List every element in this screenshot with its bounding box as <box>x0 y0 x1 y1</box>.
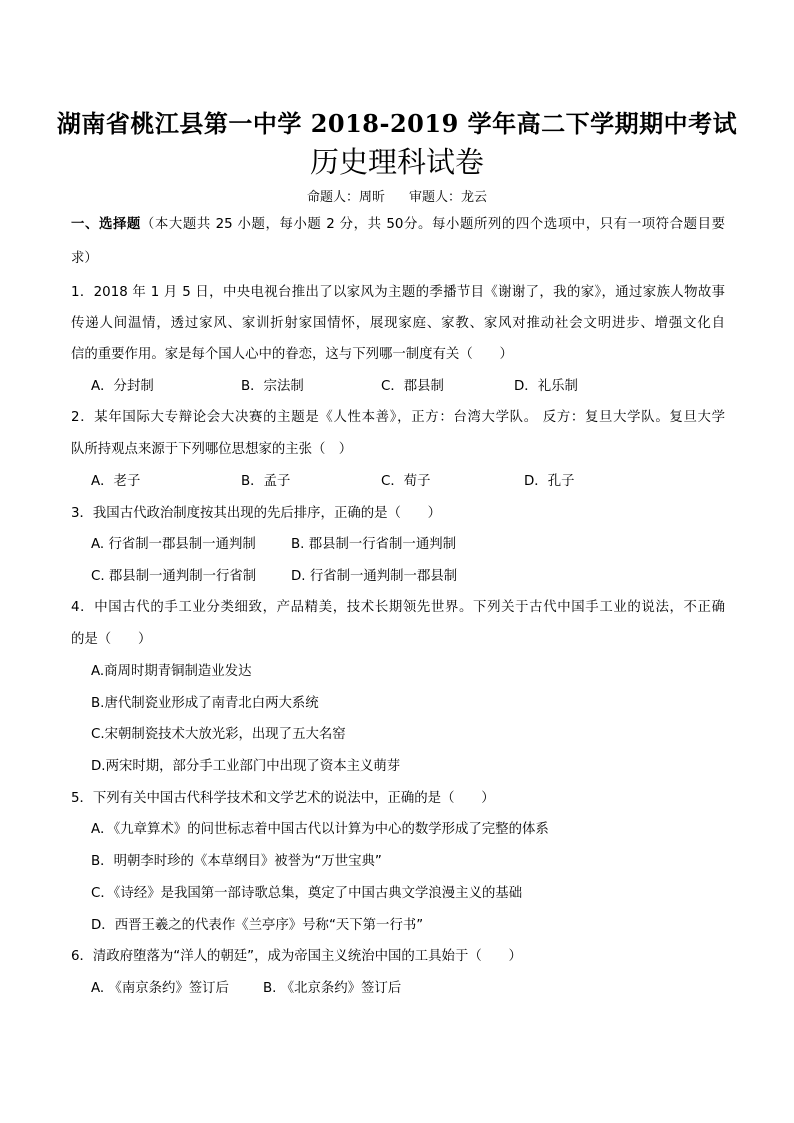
question-3-option-c: C. 郡县制一通判制一行省制 <box>91 569 257 584</box>
question-2-option-c: C．荀子 <box>381 474 431 489</box>
question-1-option-a: A．分封制 <box>91 379 154 394</box>
question-3-line1: 3．我国古代政治制度按其出现的先后排序，正确的是（ ） <box>71 506 442 521</box>
exam-title-line1: 湖南省桃江县第一中学 2018-2019 学年高二下学期期中考试 <box>56 109 738 138</box>
question-2-option-a: A．老子 <box>91 474 141 489</box>
section-intro-line1: 一、选择题（本大题共 25 小题，每小题 2 分，共 50分。每小题所列的四个选项中，只有一项符合题目要 <box>71 217 725 232</box>
question-4-option-d: D.两宋时期，部分手工业部门中出现了资本主义萌芽 <box>91 759 401 774</box>
question-5-option-d: D．西晋王羲之的代表作《兰亭序》号称“天下第一行书” <box>91 918 424 933</box>
question-5-option-c: C．《诗经》是我国第一部诗歌总集，奠定了中国古典文学浪漫主义的基础 <box>91 886 523 901</box>
author-label: 命题人：周昕 <box>306 190 385 205</box>
question-1-option-c: C．郡县制 <box>381 379 444 394</box>
question-4-option-c: C.宋朝制瓷技术大放光彩，出现了五大名窑 <box>91 727 346 742</box>
question-4-line1: 4．中国古代的手工业分类细致，产品精美，技术长期领先世界。下列关于古代中国手工业的说法，不正确 <box>71 600 725 615</box>
question-1-line1: 1．2018 年 1 月 5 日，中央电视台推出了以家风为主题的季播节目《谢谢了，我的家》，通过家族人物故事 <box>71 285 725 300</box>
question-2-option-d: D．孔子 <box>524 474 575 489</box>
question-6-line1: 6．清政府堕落为“洋人的朝廷”，成为帝国主义统治中国的工具始于（ ） <box>71 949 522 964</box>
question-3-option-b: B. 郡县制一行省制一通判制 <box>291 537 456 552</box>
question-2-line2: 队所持观点来源于下列哪位思想家的主张（ ） <box>71 442 353 457</box>
reviewer-label: 审题人：龙云 <box>409 190 488 205</box>
question-1-option-b: B．宗法制 <box>241 379 304 394</box>
question-3-option-d: D. 行省制一通判制一郡县制 <box>291 569 458 584</box>
question-3-option-a: A. 行省制一郡县制一通判制 <box>91 537 256 552</box>
question-1-line3: 信的重要作用。家是每个国人心中的眷恋，这与下列哪一制度有关（ ） <box>71 347 513 362</box>
question-6-option-a: A. 《南京条约》签订后 <box>91 981 229 996</box>
question-2-option-b: B．孟子 <box>241 474 291 489</box>
question-1-option-d: D．礼乐制 <box>514 379 578 394</box>
question-4-option-a: A.商周时期青铜制造业发达 <box>91 664 252 679</box>
question-5-option-b: B．明朝李时珍的《本草纲目》被誉为“万世宝典” <box>91 854 382 869</box>
question-4-line2: 的是（ ） <box>71 632 152 647</box>
question-6-option-b: B. 《北京条约》签订后 <box>263 981 402 996</box>
question-4-option-b: B.唐代制瓷业形成了南青北白两大系统 <box>91 696 319 711</box>
question-5-line1: 5．下列有关中国古代科学技术和文学艺术的说法中，正确的是（ ） <box>71 791 495 806</box>
exam-title-line2: 历史理科试卷 <box>309 145 484 179</box>
question-2-line1: 2．某年国际大专辩论会大决赛的主题是《人性本善》，正方：台湾大学队。 反方：复旦大学队。复旦大学 <box>71 410 725 425</box>
question-1-line2: 传递人间温情，透过家风、家训折射家国情怀，展现家庭、家教、家风对推动社会文明进步、增强文化自 <box>71 316 725 331</box>
section-intro-line2: 求） <box>71 251 98 266</box>
author-info <box>0 186 794 205</box>
section-heading: 一、选择题 <box>71 217 141 232</box>
question-5-option-a: A．《九章算术》的问世标志着中国古代以计算为中心的数学形成了完整的体系 <box>91 822 549 837</box>
